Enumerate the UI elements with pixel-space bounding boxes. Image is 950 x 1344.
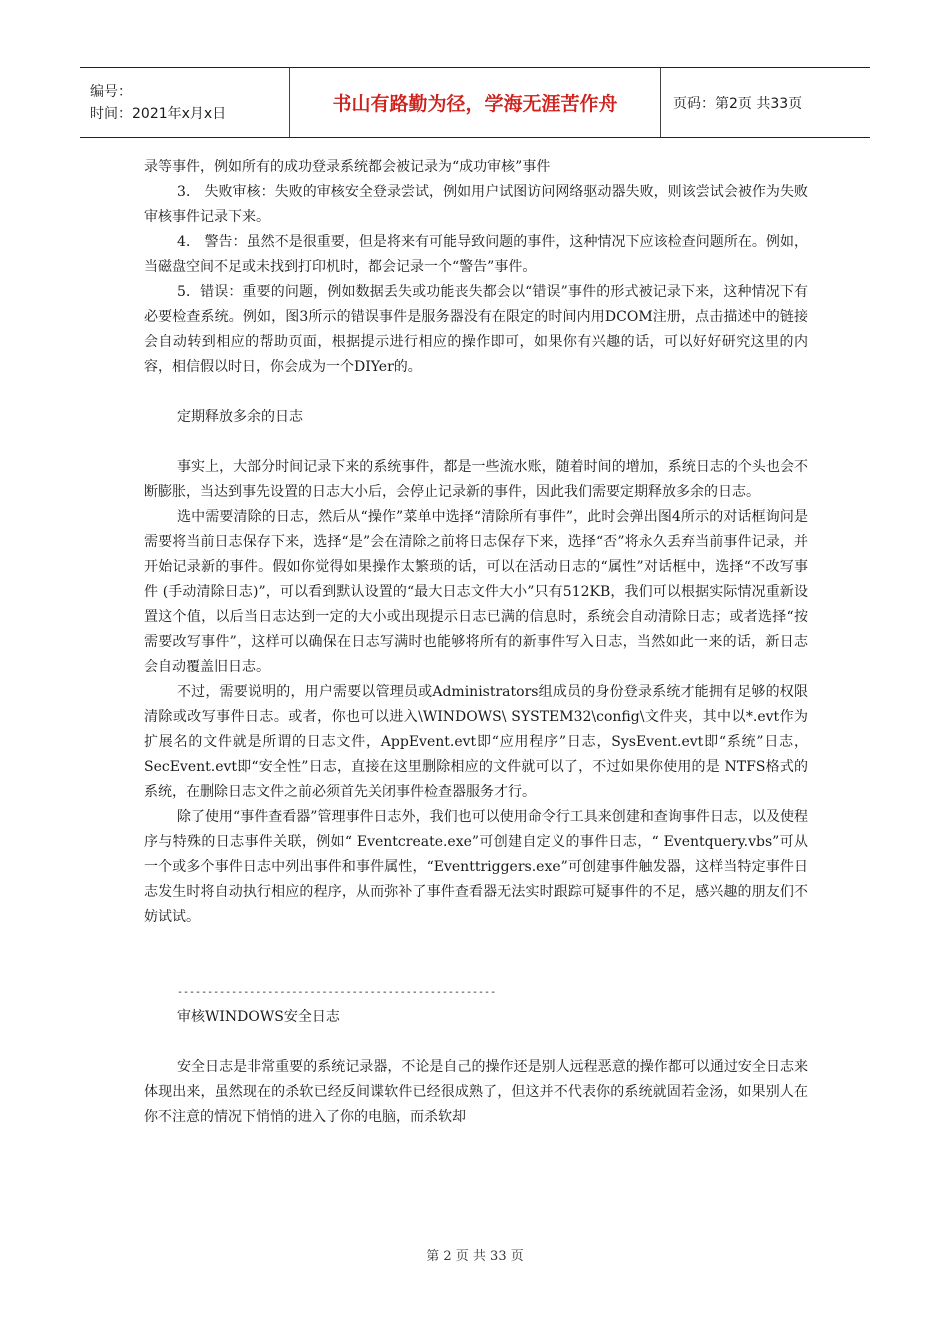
header-meta xyxy=(80,68,290,137)
section-heading: 审核WINDOWS安全日志 xyxy=(177,1009,340,1025)
paragraph: 4． 警告：虽然不是很重要，但是将来有可能导致问题的事件，这种情况下应该检查问题所在。例如，当磁盘空间不足或未找到打印机时，都会记录一个“警告”事件。 xyxy=(144,234,808,275)
paragraph: 安全日志是非常重要的系统记录器，不论是自己的操作还是别人远程恶意的操作都可以通过安全日志来体现出来，虽然现在的杀软已经反间谍软件已经很成熟了，但这并不代表你的系统就固若金汤，如果别人在你不注意的情况下悄悄的进入了你的电脑，而杀软却 xyxy=(144,1059,808,1125)
section-heading: 定期释放多余的日志 xyxy=(177,409,303,425)
paragraph: 事实上，大部分时间记录下来的系统事件，都是一些流水账，随着时间的增加，系统日志的个头也会不断膨胀，当达到事先设置的日志大小后，会停止记录新的事件，因此我们需要定期释放多余的日志。 xyxy=(144,459,808,500)
paragraph: 录等事件，例如所有的成功登录系统都会被记录为“成功审核”事件 xyxy=(144,159,551,175)
paragraph: 除了使用“事件查看器”管理事件日志外，我们也可以使用命令行工具来创建和查询事件日志，以及使程序与特殊的日志事件关联，例如“ Eventcreate.exe”可创建自定义的事件日志，“ Eventquery.vbs”可从一个或多个事件日志中列出事件和事件属性，“Eventtriggers.exe”可创建事件触发器，这样当特定事件日志发生时将自动执行相应的程序，从而弥补了事件查看器无法实时跟踪可疑事件的不足，感兴趣的朋友们不妨试试。 xyxy=(144,809,808,925)
page-footer: 第 2 页 共 33 页 xyxy=(426,1249,524,1264)
dashed-divider: ----------------------------------------------------- xyxy=(177,987,497,998)
paragraph: 5．错误：重要的问题，例如数据丢失或功能丧失都会以“错误”事件的形式被记录下来，这种情况下有必要检查系统。例如，图3所示的错误事件是服务器没有在限定的时间内用DCOM注册，点击描述中的链接会自动转到相应的帮助页面，根据提示进行相应的操作即可，如果你有兴趣的话，可以好好研究这里的内容，相信假以时日，你会成为一个DIYer的。 xyxy=(144,284,808,375)
document-date: 时间：2021年x月x日 xyxy=(90,105,227,122)
paragraph: 3． 失败审核：失败的审核安全登录尝试，例如用户试图访问网络驱动器失败，则该尝试会被作为失败审核事件记录下来。 xyxy=(144,184,808,225)
paragraph: 选中需要清除的日志，然后从“操作”菜单中选择“清除所有事件”，此时会弹出图4所示的对话框询问是需要将当前日志保存下来，选择“是”会在清除之前将日志保存下来，选择“否”将永久丢弃当前事件记录，并开始记录新的事件。假如你觉得如果操作太繁琐的话，可以在活动日志的“属性”对话框中，选择“不改写事件 (手动清除日志)”，可以看到默认设置的“最大日志文件大小”只有512KB，我们可以根据实际情况重新设置这个值，以后当日志达到一定的大小或出现提示日志已满的信息时，系统会自动清除日志；或者选择“按需要改写事件”，这样可以确保在日志写满时也能够将所有的新事件写入日志，当然如此一来的话，新日志会自动覆盖旧日志。 xyxy=(144,509,808,675)
paragraph: 不过，需要说明的，用户需要以管理员或Administrators组成员的身份登录系统才能拥有足够的权限清除或改写事件日志。或者，你也可以进入\WINDOWS\ SYSTEM32\config\文件夹，其中以*.evt作为扩展名的文件就是所谓的日志文件，AppEvent.evt即“应用程序”日志，SysEvent.evt即“系统”日志，SecEvent.evt即“安全性”日志，直接在这里删除相应的文件就可以了，不过如果你使用的是 NTFS格式的系统，在删除日志文件之前必须首先关闭事件检查器服务才行。 xyxy=(144,684,808,800)
header-motto: 书山有路勤为径，学海无涯苦作舟 xyxy=(290,68,661,137)
document-body xyxy=(144,155,808,1130)
header-page-number: 页码：第2页 共33页 xyxy=(673,95,803,112)
document-number-label: 编号： xyxy=(90,83,132,100)
page-header xyxy=(80,67,870,138)
